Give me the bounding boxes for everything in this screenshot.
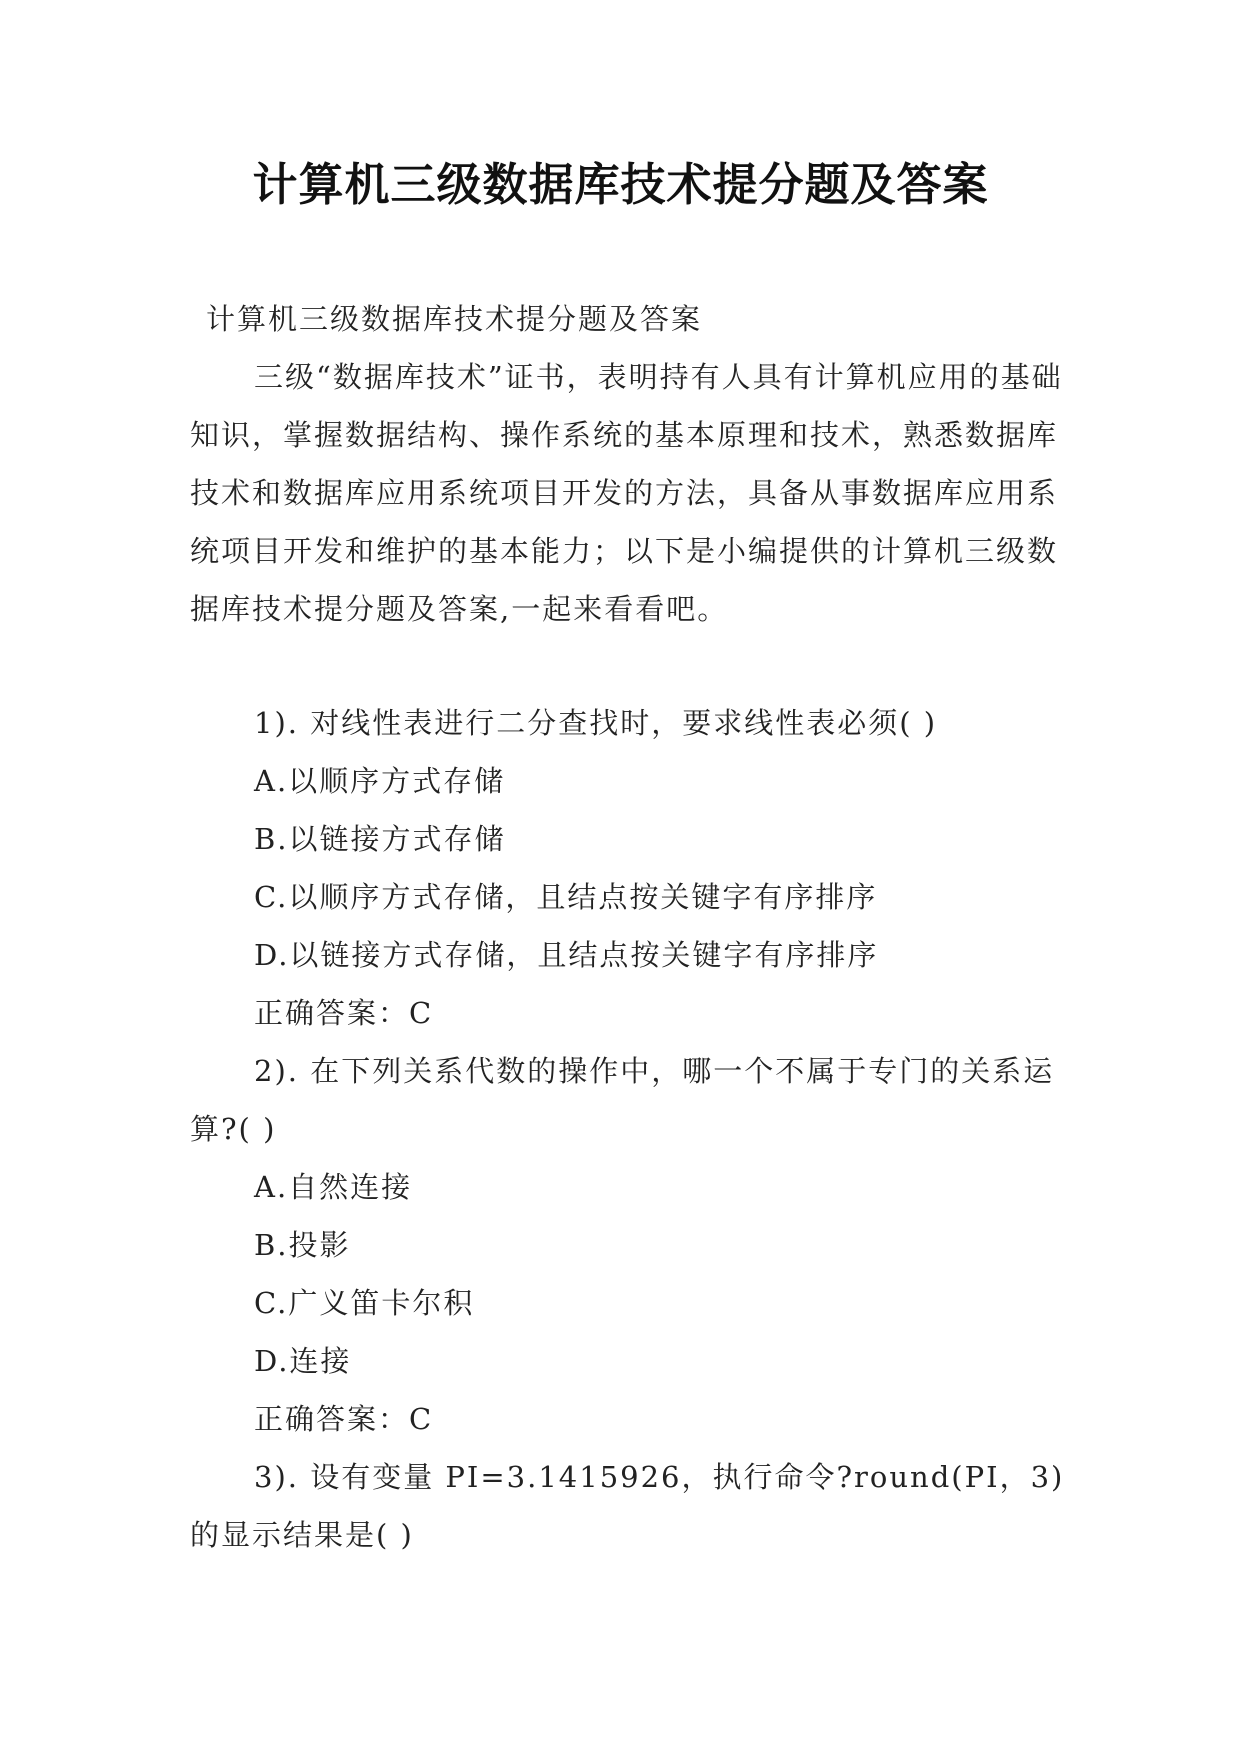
question-2-option-a: A.自然连接 — [254, 1170, 413, 1204]
question-2-option-c: C.广义笛卡尔积 — [254, 1286, 475, 1320]
question-2-option-d: D.连接 — [254, 1344, 352, 1378]
document-subtitle: 计算机三级数据库技术提分题及答案 — [206, 302, 703, 336]
intro-paragraph: 三级“数据库技术”证书，表明持有人具有计算机应用的基础知识，掌握数据结构、操作系统的基本原理和技术，熟悉数据库技术和数据库应用系统项目开发的方法，具备从事数据库应用系统项目开发和维护的基本能力；以下是小编提供的计算机三级数据库技术提分题及答案,一起来看看吧。 — [190, 360, 1063, 626]
question-1-option-c: C.以顺序方式存储，且结点按关键字有序排序 — [254, 880, 878, 914]
question-1-stem: 1). 对线性表进行二分查找时，要求线性表必须( ) — [254, 706, 938, 740]
question-1-answer: 正确答案：C — [254, 996, 434, 1030]
question-1-option-d: D.以链接方式存储，且结点按关键字有序排序 — [254, 938, 879, 972]
question-2-stem: 2). 在下列关系代数的操作中，哪一个不属于专门的关系运算?( ) — [190, 1054, 1055, 1146]
document-body — [190, 290, 1070, 1564]
question-2-option-b: B.投影 — [254, 1228, 351, 1262]
question-1-option-a: A.以顺序方式存储 — [254, 764, 506, 798]
question-1-option-b: B.以链接方式存储 — [254, 822, 506, 856]
question-2-answer: 正确答案：C — [254, 1402, 434, 1436]
question-3-stem: 3). 设有变量 PI=3.1415926，执行命令?round(PI，3)的显示结果是( ) — [190, 1460, 1065, 1552]
document-title: 计算机三级数据库技术提分题及答案 — [252, 158, 989, 211]
paragraph-spacer — [190, 638, 1070, 694]
